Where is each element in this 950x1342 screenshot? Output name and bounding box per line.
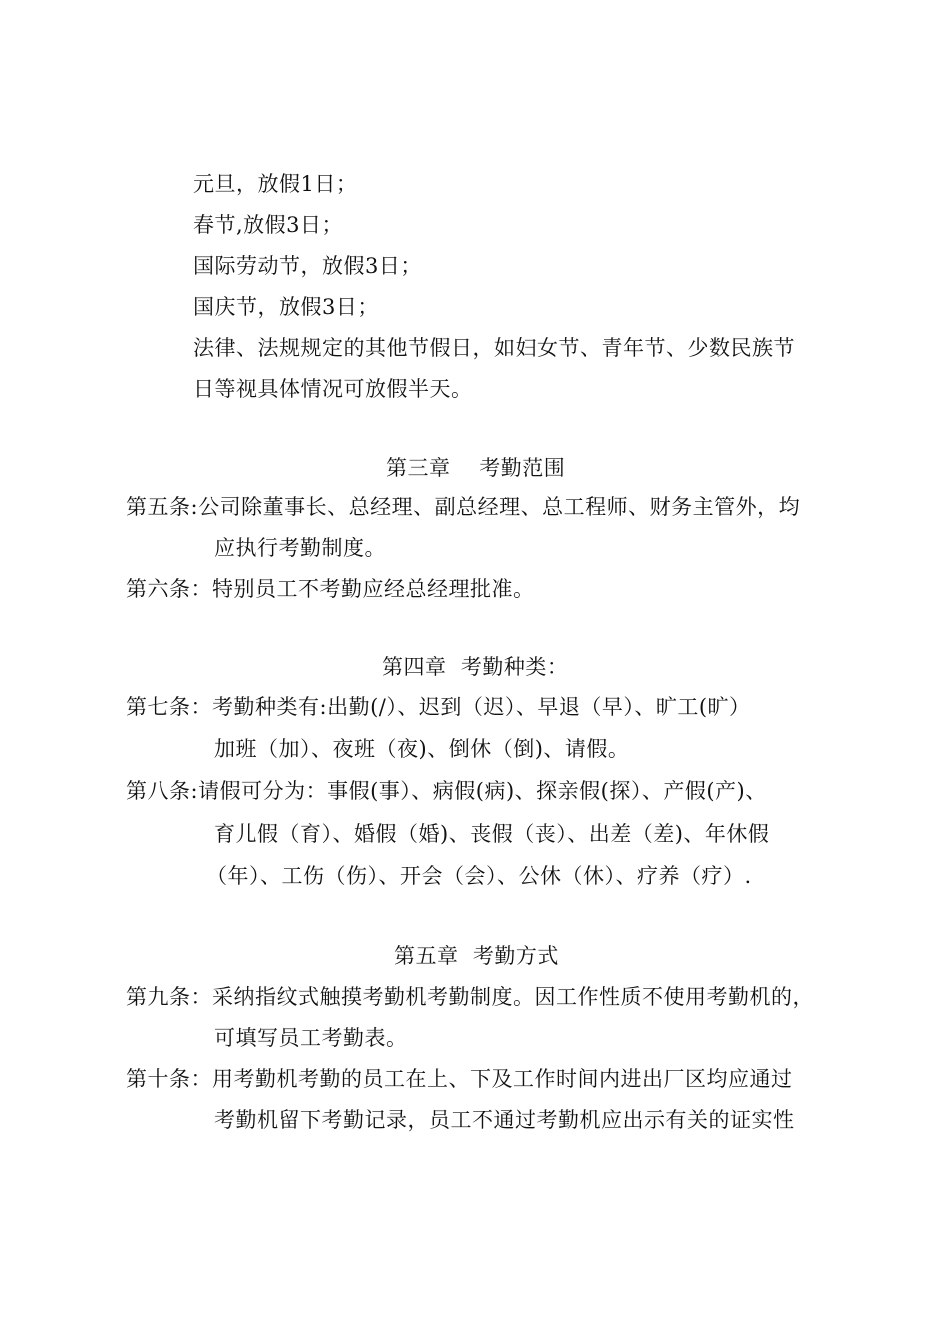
article6-line1: 第六条：特别员工不考勤应经总经理批准。 <box>126 577 535 601</box>
holiday-national-day: 国庆节，放假3日； <box>193 295 379 319</box>
holiday-other-line1: 法律、法规规定的其他节假日，如妇女节、青年节、少数民族节 <box>193 336 795 360</box>
article9-line2: 可填写员工考勤表。 <box>214 1026 408 1050</box>
chapter4-title: 第四章 考勤种类： <box>382 655 569 679</box>
holiday-new-year: 元旦，放假1日； <box>193 172 358 196</box>
article8-line1: 第八条:请假可分为：事假(事）、病假(病)、探亲假(探）、产假(产)、 <box>126 779 767 803</box>
article10-line2: 考勤机留下考勤记录，员工不通过考勤机应出示有关的证实性 <box>214 1108 795 1132</box>
holiday-spring-festival: 春节,放假3日； <box>193 213 344 237</box>
article7-line1: 第七条：考勤种类有:出勤(/）、迟到（迟）、早退（早）、旷工(旷） <box>126 695 751 719</box>
article8-line2: 育儿假（育）、婚假（婚)、丧假（丧）、出差（差)、年休假 <box>214 822 770 846</box>
article7-line2: 加班（加）、夜班（夜)、倒休（倒)、请假。 <box>214 737 630 761</box>
holiday-labor-day: 国际劳动节，放假3日； <box>193 254 422 278</box>
article9-line1: 第九条：采纳指纹式触摸考勤机考勤制度。因工作性质不使用考勤机的， <box>126 985 814 1009</box>
chapter3-title: 第三章 考勤范围 <box>386 456 566 480</box>
holiday-other-line2: 日等视具体情况可放假半天。 <box>193 377 473 401</box>
article5-line1: 第五条:公司除董事长、总经理、副总经理、总工程师、财务主管外，均 <box>126 495 801 519</box>
article10-line1: 第十条：用考勤机考勤的员工在上、下及工作时间内进出厂区均应通过 <box>126 1067 793 1091</box>
chapter5-title: 第五章 考勤方式 <box>394 944 559 968</box>
article5-line2: 应执行考勤制度。 <box>214 536 386 560</box>
article8-line3: （年）、工伤（伤）、开会（会）、公休（休）、疗养（疗）. <box>206 864 752 888</box>
